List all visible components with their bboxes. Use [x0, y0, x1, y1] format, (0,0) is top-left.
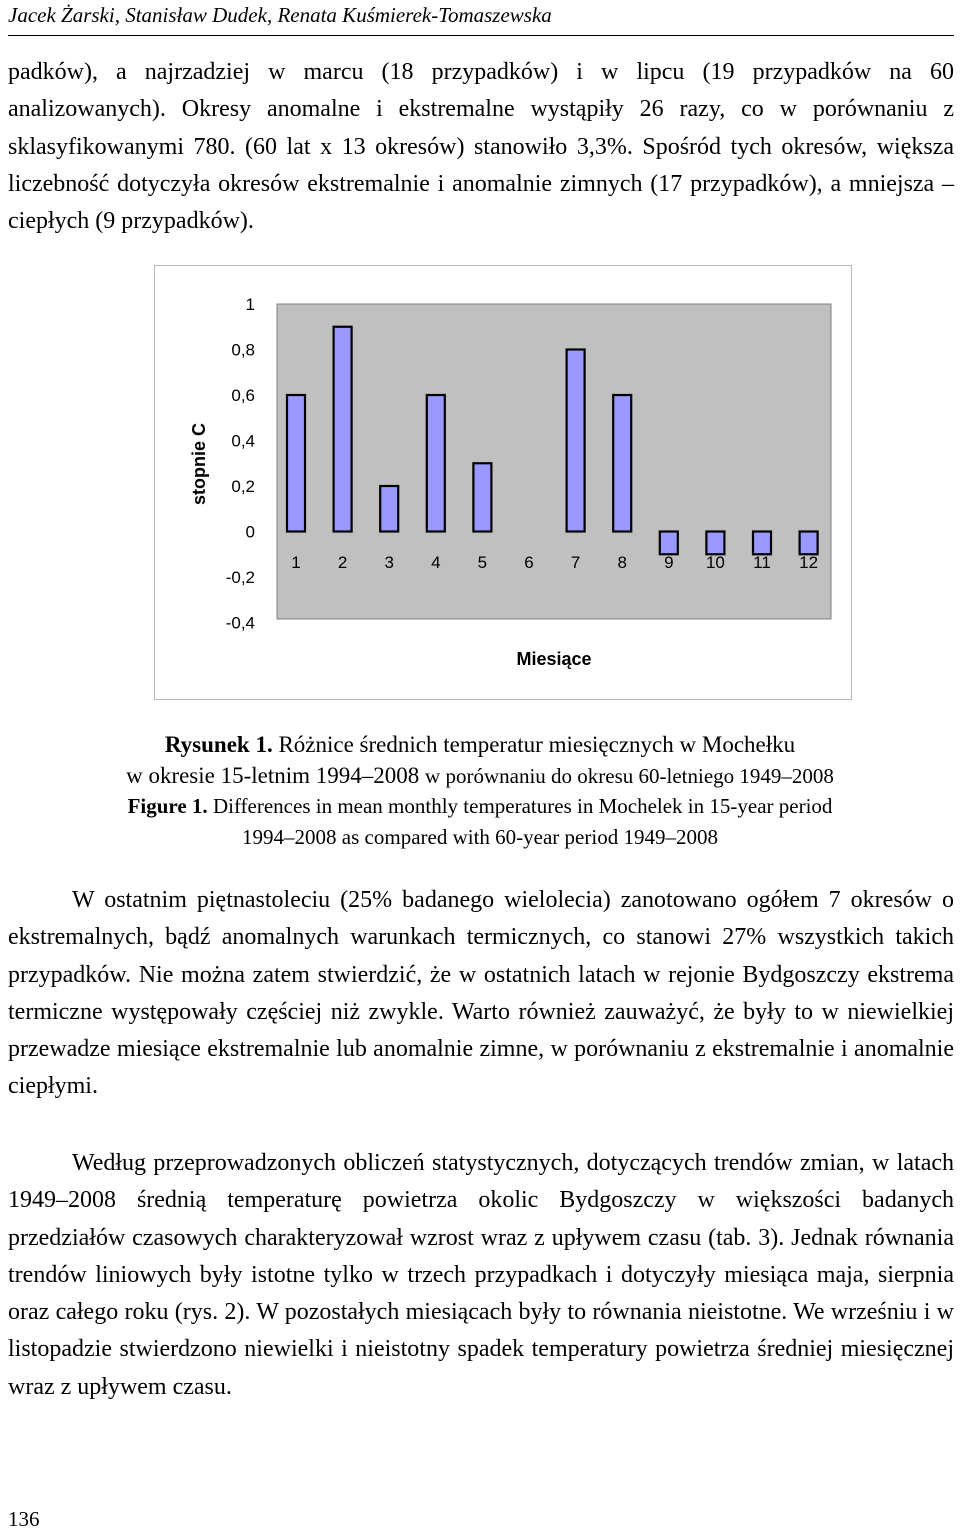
y-axis-label: stopnie C	[189, 422, 209, 506]
bar-month-7	[567, 350, 585, 532]
y-tick-label: -0,2	[225, 568, 255, 587]
y-tick-label: 0,6	[231, 386, 255, 405]
bar-month-4	[427, 395, 445, 532]
chart-svg	[155, 266, 853, 701]
header-divider	[8, 35, 954, 36]
running-header-authors: Jacek Żarski, Stanisław Dudek, Renata Kuśmierek-Tomaszewska	[8, 3, 552, 27]
caption-en-line-1	[0, 791, 960, 821]
paragraph-1: padków), a najrzadziej w marcu (18 przypadków) i w lipcu (19 przypadków na 60 analizowanych). Okresy anomalne i ekstremalne wystąpiły 26 razy, co w porównaniu z sklasyfikowanymi 780. (60 lat x 13 okresów) stanowiło 3,3%. Spośród tych okresów, większa liczebność dotyczyła okresów ekstremalnie i anomalnie zimnych (17 przypadków), a mniejsza – ciepłych (9 przypadków).	[8, 59, 954, 235]
caption-pl-line-1	[0, 730, 960, 760]
paragraph-3: Według przeprowadzonych obliczeń statystycznych, dotyczących trendów zmian, w latach 1949–2008 średnią temperaturę powietrza okolic Bydgoszczy w większości badanych przedziałów czasowych charakteryzował wzrost wraz z upływem czasu (tab. 3). Jednak równania trendów liniowych były istotne tylko w trzech przypadkach i dotyczyły miesiąca maja, sierpnia oraz całego roku (rys. 2). W pozostałych miesiącach były to równania nieistotne. We wrześniu i w listopadzie stwierdzono niewielki i nieistotny spadek temperatury powietrza średniej miesięcznej wraz z upływem czasu.	[8, 1150, 954, 1400]
caption-pl-text-1: Różnice średnich temperatur miesięcznych w Mochełku	[272, 732, 796, 757]
x-tick-label: 5	[477, 553, 488, 572]
y-tick-label: 0	[245, 522, 255, 542]
x-tick-label: 1	[291, 553, 301, 572]
x-tick-label: 6	[524, 553, 534, 572]
x-tick-label: 3	[384, 553, 394, 572]
x-axis-label: Miesiące	[516, 649, 592, 669]
x-tick-label: 11	[753, 553, 771, 572]
caption-pl-label: Rysunek 1.	[164, 732, 273, 757]
bar-month-8	[613, 395, 631, 532]
caption-pl-text-2a: w okresie 15-letnim 1994–2008	[126, 763, 426, 788]
bar-month-10	[706, 532, 724, 555]
x-tick-label: 4	[431, 553, 441, 572]
y-tick-labels	[226, 295, 255, 633]
caption-pl-text-2b: w porównaniu do okresu 60-letniego 1949–2008	[425, 764, 834, 788]
y-tick-label: 0,2	[231, 477, 255, 496]
paragraph-2: W ostatnim piętnastoleciu (25% badanego wielolecia) zanotowano ogółem 7 okresów o ekstremalnych, bądź anomalnych warunkach termicznych, co stanowi 27% wszystkich takich przypadków. Nie można zatem stwierdzić, że w ostatnich latach w rejonie Bydgoszczy ekstrema termiczne występowały częściej niż zwykle. Warto również zauważyć, że były to w niewielkiej przewadze miesiące ekstremalnie lub anomalnie zimne, w porównaniu z ekstremalnie i anomalnie ciepłymi.	[8, 887, 954, 1100]
x-tick-label: 2	[337, 553, 348, 572]
figure-1-chart	[154, 265, 852, 700]
plot-area	[277, 304, 831, 619]
caption-en-label: Figure 1.	[127, 794, 208, 818]
y-tick-label: 0,4	[231, 431, 255, 451]
y-tick-label: -0,4	[225, 613, 255, 633]
bar-month-3	[380, 486, 398, 532]
x-tick-label: 9	[664, 553, 674, 572]
bar-month-2	[334, 327, 352, 532]
y-tick-label: 0,8	[231, 340, 255, 360]
bar-month-5	[473, 463, 491, 531]
bar-month-1	[287, 395, 305, 532]
page-number: 136	[8, 1507, 40, 1531]
bar-month-12	[800, 532, 818, 555]
caption-en-text-1: Differences in mean monthly temperatures in Mochelek in 15-year period	[207, 794, 833, 818]
bar-month-11	[753, 532, 771, 555]
x-tick-label: 10	[705, 553, 725, 572]
x-tick-label: 8	[617, 553, 627, 572]
caption-pl-line-2	[0, 761, 960, 791]
y-tick-label: 1	[245, 295, 255, 314]
x-tick-label: 12	[799, 553, 819, 572]
x-tick-label: 7	[570, 553, 581, 572]
caption-en-line-2: 1994–2008 as compared with 60-year period 1949–2008	[242, 825, 718, 849]
bar-month-9	[660, 532, 678, 555]
